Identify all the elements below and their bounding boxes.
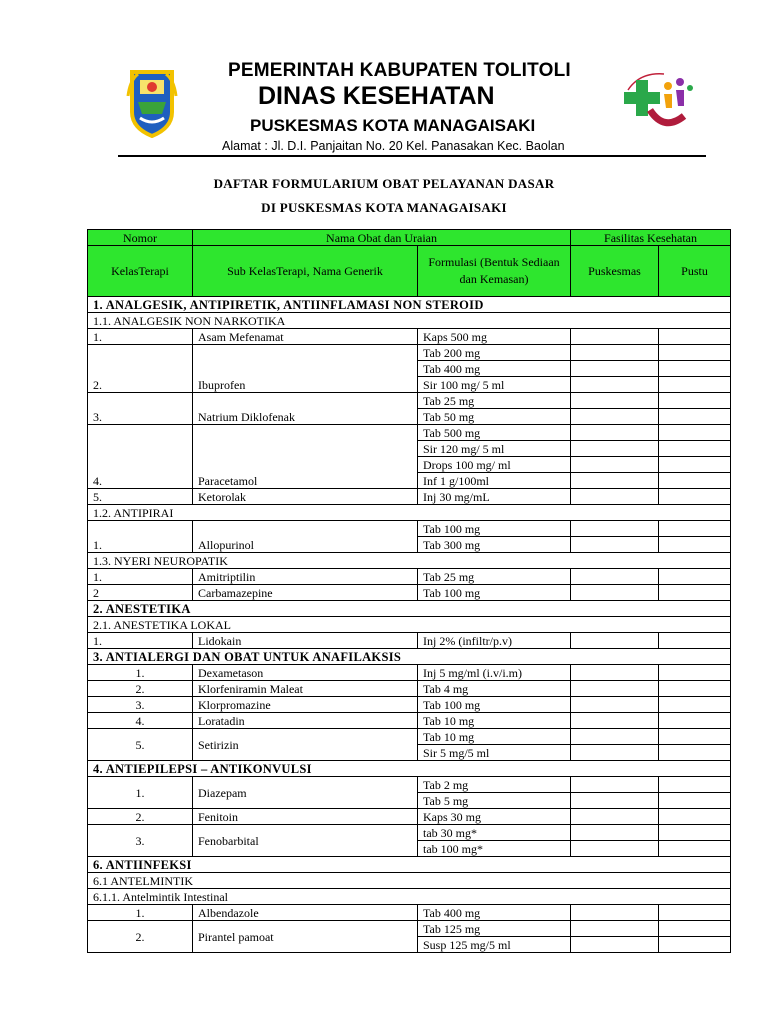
table-subheader-row — [88, 246, 731, 297]
formulation: tab 100 mg* — [418, 841, 571, 857]
puskesmas-cell — [571, 905, 659, 921]
puskesmas-cell — [571, 793, 659, 809]
row-number: 2. — [88, 809, 193, 825]
pustu-cell — [659, 697, 731, 713]
puskesmas-cell — [571, 441, 659, 457]
row-number: 1. — [88, 905, 193, 921]
table-row — [88, 809, 731, 825]
table-row — [88, 329, 731, 345]
table-row — [88, 425, 731, 441]
puskesmas-cell — [571, 745, 659, 761]
formulation: Inf 1 g/100ml — [418, 473, 571, 489]
pustu-cell — [659, 393, 731, 409]
formulation: Tab 400 mg — [418, 361, 571, 377]
header-kelas: KelasTerapi — [88, 246, 193, 297]
letterhead — [0, 0, 768, 170]
puskesmas-cell — [571, 729, 659, 745]
row-number: 3. — [88, 393, 193, 425]
puskesmas-cell — [571, 921, 659, 937]
formulation: Tab 200 mg — [418, 345, 571, 361]
pustu-cell — [659, 777, 731, 793]
table-row — [88, 729, 731, 745]
formulation: Tab 2 mg — [418, 777, 571, 793]
section-title: 6. ANTIINFEKSI — [88, 857, 731, 873]
puskesmas-cell — [571, 665, 659, 681]
row-number: 1. — [88, 633, 193, 649]
pustu-cell — [659, 473, 731, 489]
row-number: 2. — [88, 921, 193, 953]
section-row — [88, 601, 731, 617]
drug-name: Ketorolak — [193, 489, 418, 505]
puskesmas-cell — [571, 361, 659, 377]
header-nomor: Nomor — [88, 230, 193, 246]
row-number: 1. — [88, 329, 193, 345]
row-number: 2. — [88, 681, 193, 697]
row-number: 5. — [88, 729, 193, 761]
subsection-row — [88, 617, 731, 633]
puskesmas-name: PUSKESMAS KOTA MANAGAISAKI — [250, 116, 536, 135]
puskesmas-cell — [571, 697, 659, 713]
pustu-cell — [659, 905, 731, 921]
table-row — [88, 825, 731, 841]
drug-name: Asam Mefenamat — [193, 329, 418, 345]
pustu-cell — [659, 377, 731, 393]
address: Alamat : Jl. D.I. Panjaitan No. 20 Kel. Panasakan Kec. Baolan — [222, 139, 565, 153]
subsection-row — [88, 553, 731, 569]
subsection-row — [88, 505, 731, 521]
table-row — [88, 569, 731, 585]
pustu-cell — [659, 521, 731, 537]
section-row — [88, 649, 731, 665]
header-pustu: Pustu — [659, 246, 731, 297]
puskesmas-cell — [571, 393, 659, 409]
formulation: Tab 25 mg — [418, 393, 571, 409]
drug-name: Klorpromazine — [193, 697, 418, 713]
row-number: 5. — [88, 489, 193, 505]
section-title: 1. ANALGESIK, ANTIPIRETIK, ANTIINFLAMASI NON STEROID — [88, 297, 731, 313]
pustu-cell — [659, 489, 731, 505]
header-puskesmas: Puskesmas — [571, 246, 659, 297]
puskesmas-cell — [571, 809, 659, 825]
document-subtitle: DI PUSKESMAS KOTA MANAGAISAKI — [261, 200, 507, 215]
puskesmas-cell — [571, 569, 659, 585]
drug-name: Loratadin — [193, 713, 418, 729]
formulation: Sir 100 mg/ 5 ml — [418, 377, 571, 393]
formulation: Tab 100 mg — [418, 585, 571, 601]
header-nama: Nama Obat dan Uraian — [193, 230, 571, 246]
pustu-cell — [659, 937, 731, 953]
table-row — [88, 345, 731, 361]
section-title: 2. ANESTETIKA — [88, 601, 731, 617]
pustu-cell — [659, 345, 731, 361]
formulation: Tab 400 mg — [418, 905, 571, 921]
formulation: Susp 125 mg/5 ml — [418, 937, 571, 953]
table-row — [88, 777, 731, 793]
puskesmas-cell — [571, 537, 659, 553]
table-row — [88, 921, 731, 937]
table-row — [88, 665, 731, 681]
header-divider — [118, 155, 706, 157]
pustu-cell — [659, 841, 731, 857]
formulary-table — [87, 229, 731, 953]
formulation: Tab 100 mg — [418, 697, 571, 713]
drug-name: Amitriptilin — [193, 569, 418, 585]
pustu-cell — [659, 745, 731, 761]
puskesmas-cell — [571, 713, 659, 729]
pustu-cell — [659, 361, 731, 377]
section-row — [88, 297, 731, 313]
formulation: Tab 50 mg — [418, 409, 571, 425]
drug-name: Natrium Diklofenak — [193, 393, 418, 425]
drug-name: Pirantel pamoat — [193, 921, 418, 953]
puskesmas-cell — [571, 777, 659, 793]
drug-name: Ibuprofen — [193, 345, 418, 393]
pustu-cell — [659, 585, 731, 601]
table-row — [88, 633, 731, 649]
formulation: Kaps 500 mg — [418, 329, 571, 345]
pustu-cell — [659, 921, 731, 937]
pustu-cell — [659, 569, 731, 585]
table-row — [88, 521, 731, 537]
row-number: 1. — [88, 777, 193, 809]
table-row — [88, 905, 731, 921]
row-number: 2 — [88, 585, 193, 601]
formulation: Tab 10 mg — [418, 713, 571, 729]
subsection-row — [88, 873, 731, 889]
drug-name: Klorfeniramin Maleat — [193, 681, 418, 697]
formulation: Tab 125 mg — [418, 921, 571, 937]
table-row — [88, 489, 731, 505]
header-formulasi: Formulasi (Bentuk Sediaan dan Kemasan) — [418, 246, 571, 297]
subsection-title: 6.1.1. Antelmintik Intestinal — [88, 889, 731, 905]
subsection-row — [88, 313, 731, 329]
row-number: 3. — [88, 825, 193, 857]
pustu-cell — [659, 681, 731, 697]
puskesmas-cell — [571, 425, 659, 441]
section-title: 4. ANTIEPILEPSI – ANTIKONVULSI — [88, 761, 731, 777]
drug-name: Paracetamol — [193, 425, 418, 489]
formulation: Inj 5 mg/ml (i.v/i.m) — [418, 665, 571, 681]
drug-name: Fenobarbital — [193, 825, 418, 857]
pustu-cell — [659, 441, 731, 457]
puskesmas-cell — [571, 345, 659, 361]
subsection-title: 2.1. ANESTETIKA LOKAL — [88, 617, 731, 633]
formulation: Inj 2% (infiltr/p.v) — [418, 633, 571, 649]
puskesmas-cell — [571, 937, 659, 953]
puskesmas-cell — [571, 825, 659, 841]
subsection-title: 1.2. ANTIPIRAI — [88, 505, 731, 521]
regency-crest-icon — [126, 66, 178, 138]
drug-name: Albendazole — [193, 905, 418, 921]
subsection-title: 6.1 ANTELMINTIK — [88, 873, 731, 889]
department-name: DINAS KESEHATAN — [258, 82, 495, 110]
subsection-row — [88, 889, 731, 905]
formulation: Tab 100 mg — [418, 521, 571, 537]
formulation: Tab 300 mg — [418, 537, 571, 553]
table-row — [88, 713, 731, 729]
formulation: Tab 5 mg — [418, 793, 571, 809]
pustu-cell — [659, 537, 731, 553]
pustu-cell — [659, 633, 731, 649]
subsection-title: 1.3. NYERI NEUROPATIK — [88, 553, 731, 569]
puskesmas-cell — [571, 377, 659, 393]
pustu-cell — [659, 713, 731, 729]
header-sub: Sub KelasTerapi, Nama Generik — [193, 246, 418, 297]
formulation: Tab 500 mg — [418, 425, 571, 441]
puskesmas-cell — [571, 457, 659, 473]
row-number: 4. — [88, 425, 193, 489]
table-row — [88, 697, 731, 713]
formulation: Drops 100 mg/ ml — [418, 457, 571, 473]
formulation: tab 30 mg* — [418, 825, 571, 841]
pustu-cell — [659, 665, 731, 681]
formulation: Tab 25 mg — [418, 569, 571, 585]
pustu-cell — [659, 409, 731, 425]
health-cross-logo-icon — [620, 70, 698, 134]
table-row — [88, 393, 731, 409]
government-name: PEMERINTAH KABUPATEN TOLITOLI — [228, 60, 571, 81]
pustu-cell — [659, 425, 731, 441]
puskesmas-cell — [571, 585, 659, 601]
formulation: Sir 120 mg/ 5 ml — [418, 441, 571, 457]
pustu-cell — [659, 457, 731, 473]
table-row — [88, 681, 731, 697]
puskesmas-cell — [571, 841, 659, 857]
formulation: Tab 10 mg — [418, 729, 571, 745]
puskesmas-cell — [571, 681, 659, 697]
puskesmas-cell — [571, 473, 659, 489]
row-number: 2. — [88, 345, 193, 393]
table-header-row — [88, 230, 731, 246]
table-row — [88, 585, 731, 601]
puskesmas-cell — [571, 633, 659, 649]
puskesmas-cell — [571, 521, 659, 537]
puskesmas-cell — [571, 329, 659, 345]
drug-name: Dexametason — [193, 665, 418, 681]
pustu-cell — [659, 809, 731, 825]
puskesmas-cell — [571, 409, 659, 425]
pustu-cell — [659, 825, 731, 841]
drug-name: Diazepam — [193, 777, 418, 809]
row-number: 1. — [88, 665, 193, 681]
pustu-cell — [659, 793, 731, 809]
subsection-title: 1.1. ANALGESIK NON NARKOTIKA — [88, 313, 731, 329]
drug-name: Fenitoin — [193, 809, 418, 825]
pustu-cell — [659, 329, 731, 345]
formulation: Sir 5 mg/5 ml — [418, 745, 571, 761]
section-row — [88, 761, 731, 777]
row-number: 3. — [88, 697, 193, 713]
row-number: 1. — [88, 569, 193, 585]
section-row — [88, 857, 731, 873]
section-title: 3. ANTIALERGI DAN OBAT UNTUK ANAFILAKSIS — [88, 649, 731, 665]
pustu-cell — [659, 729, 731, 745]
formulation: Tab 4 mg — [418, 681, 571, 697]
drug-name: Carbamazepine — [193, 585, 418, 601]
drug-name: Allopurinol — [193, 521, 418, 553]
header-fasilitas: Fasilitas Kesehatan — [571, 230, 731, 246]
document-title: DAFTAR FORMULARIUM OBAT PELAYANAN DASAR — [213, 176, 555, 191]
formulation: Kaps 30 mg — [418, 809, 571, 825]
drug-name: Lidokain — [193, 633, 418, 649]
formulation: Inj 30 mg/mL — [418, 489, 571, 505]
puskesmas-cell — [571, 489, 659, 505]
row-number: 4. — [88, 713, 193, 729]
drug-name: Setirizin — [193, 729, 418, 761]
row-number: 1. — [88, 521, 193, 553]
